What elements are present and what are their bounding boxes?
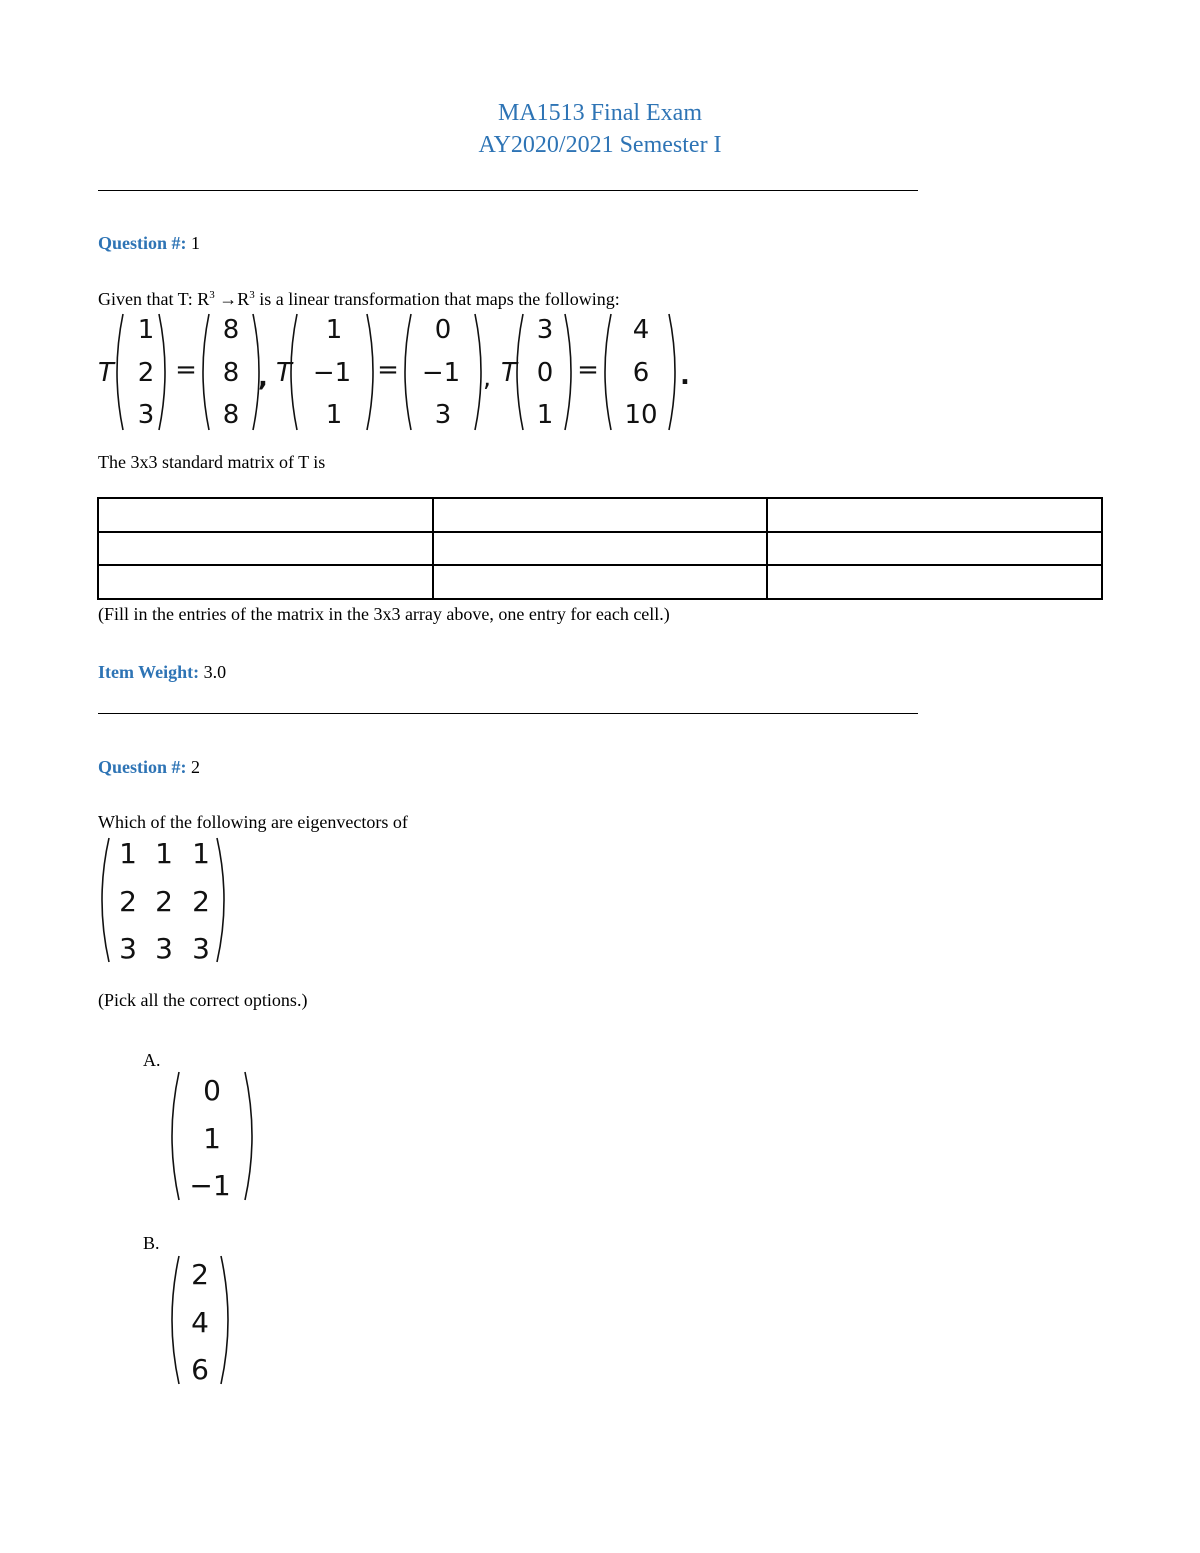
pick-instruction: (Pick all the correct options.)	[98, 990, 308, 1010]
exam-semester: AY2020/2021 Semester I	[478, 132, 722, 158]
matrix-entry: 1	[155, 837, 173, 870]
vector-entry: 0	[434, 315, 452, 345]
answer-cell[interactable]	[98, 565, 433, 599]
table-row	[98, 532, 1102, 566]
table-row	[98, 565, 1102, 599]
left-paren	[102, 838, 109, 962]
option-b-letter[interactable]: B.	[143, 1233, 160, 1253]
matrix-entry: 3	[119, 932, 137, 965]
vector-entry: 10	[624, 400, 658, 430]
vector-entry: 3	[137, 400, 155, 430]
left-paren	[203, 314, 209, 430]
right-paren	[475, 314, 481, 430]
vector-entry: 6	[191, 1353, 209, 1386]
right-paren	[669, 314, 675, 430]
matrix-entry: 3	[155, 932, 173, 965]
vector-entry: 1	[137, 315, 155, 345]
equals-sign: =	[577, 355, 599, 385]
option-a-vector[interactable]	[165, 1068, 265, 1204]
item-weight	[98, 662, 226, 683]
answer-cell[interactable]	[767, 565, 1102, 599]
divider	[98, 190, 918, 191]
t-symbol: T	[98, 358, 114, 388]
vector-entry: −1	[421, 358, 461, 388]
answer-cell[interactable]	[98, 532, 433, 566]
right-paren	[159, 314, 165, 430]
right-paren	[221, 1256, 228, 1384]
vector-entry: −1	[312, 358, 352, 388]
vector-entry: 4	[191, 1306, 209, 1339]
period: .	[680, 361, 690, 391]
vector-entry: 0	[203, 1074, 221, 1107]
equals-sign: =	[377, 355, 399, 385]
stem-text: is a linear transformation that maps the following:	[254, 289, 620, 309]
answer-cell[interactable]	[98, 498, 433, 532]
question-number: 1	[191, 233, 201, 253]
vector-entry: 1	[325, 400, 343, 430]
answer-matrix-grid	[97, 497, 1103, 600]
vector-entry: 4	[632, 315, 650, 345]
question-2-header	[98, 757, 200, 778]
right-paren	[217, 838, 224, 962]
vector-entry: −1	[189, 1169, 231, 1202]
exam-title: MA1513 Final Exam	[498, 100, 702, 126]
question-1-header	[98, 233, 200, 254]
vector-entry: 1	[536, 400, 554, 430]
equals-sign: =	[175, 355, 197, 385]
matrix-entry: 1	[192, 837, 210, 870]
vector-entry: 6	[632, 358, 650, 388]
vector-entry: 3	[434, 400, 452, 430]
left-paren	[172, 1256, 179, 1384]
vector-entry: 2	[191, 1258, 209, 1291]
vector-entry: 0	[536, 358, 554, 388]
left-paren	[172, 1072, 179, 1200]
right-paren	[245, 1072, 252, 1200]
matrix-entry: 3	[192, 932, 210, 965]
option-b-vector[interactable]	[165, 1252, 245, 1388]
matrix-prompt: The 3x3 standard matrix of T is	[98, 452, 326, 472]
option-a-letter[interactable]: A.	[143, 1050, 161, 1070]
question-1-stem	[98, 289, 620, 310]
transformation-equations	[95, 308, 715, 436]
left-paren	[605, 314, 611, 430]
vector-entry: 1	[325, 315, 343, 345]
table-row	[98, 498, 1102, 532]
matrix-entry: 2	[119, 885, 137, 918]
left-paren	[405, 314, 411, 430]
matrix-entry: 2	[192, 885, 210, 918]
answer-cell[interactable]	[433, 565, 768, 599]
fill-instruction: (Fill in the entries of the matrix in the 3x3 array above, one entry for each cell.)	[98, 604, 670, 624]
matrix-entry: 2	[155, 885, 173, 918]
stem-text: →R	[214, 289, 250, 309]
question-label: Question #:	[98, 757, 187, 777]
left-paren	[517, 314, 523, 430]
right-paren	[565, 314, 571, 430]
left-paren	[117, 314, 123, 430]
superscript: 3	[209, 289, 215, 301]
answer-cell[interactable]	[433, 498, 768, 532]
weight-value: 3.0	[203, 662, 227, 682]
vector-entry: 2	[137, 358, 155, 388]
right-paren	[367, 314, 373, 430]
answer-cell[interactable]	[767, 532, 1102, 566]
question-2-stem: Which of the following are eigenvectors of	[98, 812, 408, 832]
matrix-entry: 1	[119, 837, 137, 870]
t-symbol: T	[501, 358, 517, 388]
vector-entry: 1	[203, 1122, 221, 1155]
answer-cell[interactable]	[433, 532, 768, 566]
superscript: 3	[249, 289, 255, 301]
vector-entry: 8	[222, 315, 240, 345]
divider	[98, 713, 918, 714]
weight-label: Item Weight:	[98, 662, 200, 682]
answer-cell[interactable]	[767, 498, 1102, 532]
coefficient-matrix	[95, 834, 245, 968]
vector-entry: 8	[222, 400, 240, 430]
comma: ,	[258, 363, 268, 393]
t-symbol: T	[276, 358, 292, 388]
vector-entry: 3	[536, 315, 554, 345]
question-label: Question #:	[98, 233, 187, 253]
comma: ,	[482, 363, 492, 393]
vector-entry: 8	[222, 358, 240, 388]
question-number: 2	[191, 757, 201, 777]
stem-text: Given that T: R	[98, 289, 210, 309]
